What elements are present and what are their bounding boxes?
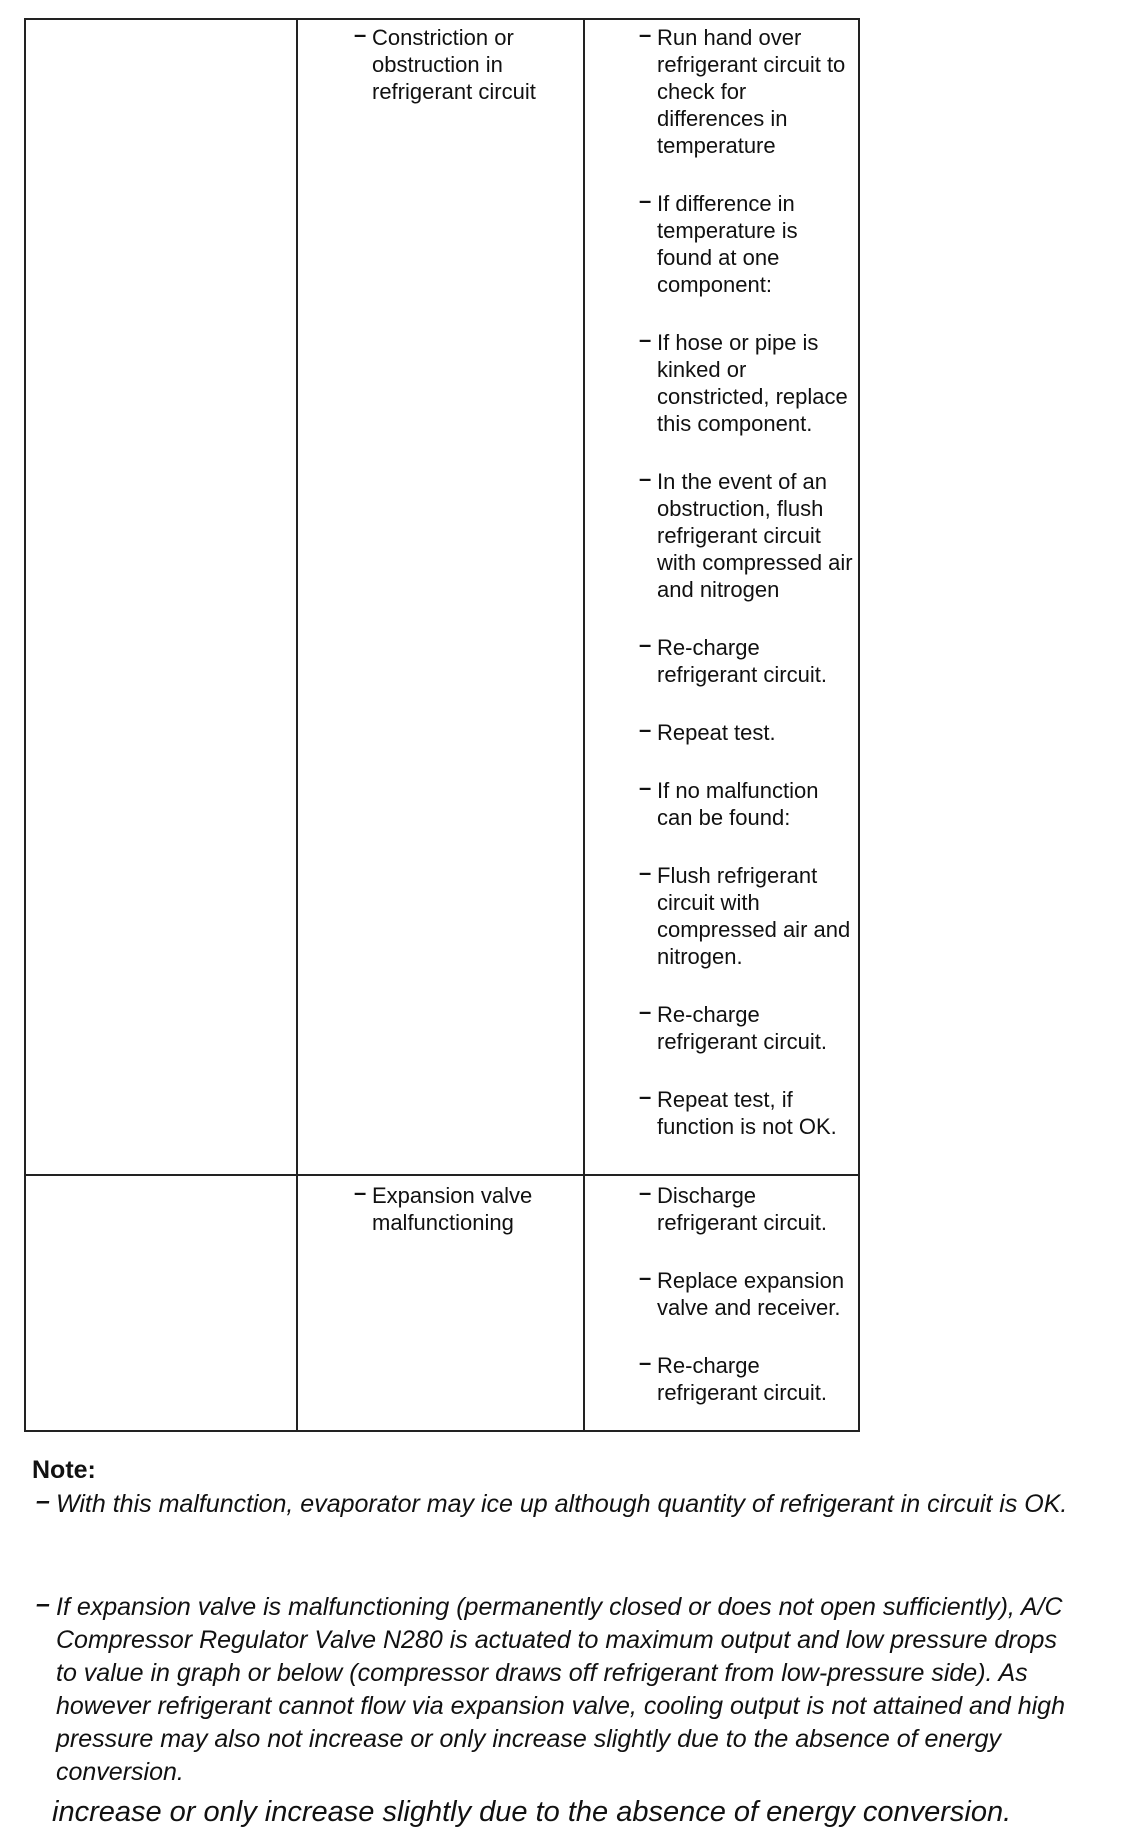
table-border-left [24,18,26,1432]
remedy-step: – Flush refrigerant circuit with compressed air and nitrogen. [639,862,854,970]
row2-remedy-cell [639,1182,854,1406]
row2-cause-cell [354,1182,564,1236]
note-item-2 [36,1591,1076,1789]
table-border-right [858,18,860,1432]
remedy-step: – If no malfunction can be found: [639,777,854,831]
note-text: – With this malfunction, evaporator may ice up although quantity of refrigerant in circuit is OK. [36,1488,1076,1521]
remedy-step: – Discharge refrigerant circuit. [639,1182,854,1236]
cause-item: – Constriction or obstruction in refrigerant circuit [354,24,554,105]
remedy-step: – If hose or pipe is kinked or constricted, replace this component. [639,329,854,437]
note-item-1 [36,1488,1076,1521]
remedy-step: – Run hand over refrigerant circuit to check for differences in temperature [639,24,854,159]
remedy-step: – Re-charge refrigerant circuit. [639,1001,854,1055]
remedy-step: – Repeat test. [639,719,854,746]
remedy-step: – If difference in temperature is found at one component: [639,190,854,298]
note-title: Note: [32,1456,96,1484]
row1-remedy-cell [639,24,854,1140]
column-divider-2 [583,18,585,1432]
note-trailing-line: increase or only increase slightly due to the absence of energy conversion. [52,1796,1012,1828]
table-border-bottom [24,1430,860,1432]
remedy-step: – Repeat test, if function is not OK. [639,1086,854,1140]
troubleshooting-table [24,18,860,1432]
remedy-step: – Re-charge refrigerant circuit. [639,634,854,688]
table-border-top [24,18,860,20]
remedy-step: – Replace expansion valve and receiver. [639,1267,854,1321]
remedy-step: – In the event of an obstruction, flush refrigerant circuit with compressed air and nitrogen [639,468,854,603]
remedy-step: – Re-charge refrigerant circuit. [639,1352,854,1406]
row-divider [24,1174,860,1176]
column-divider-1 [296,18,298,1432]
row1-cause-cell [354,24,554,105]
note-text: – If expansion valve is malfunctioning (permanently closed or does not open sufficiently), A/C Compressor Regulator Valve N280 is actuated to maximum output and low pressure drops to value in graph or below (compressor draws off refrigerant from low-pressure side). As however refrigerant cannot flow via expansion valve, cooling output is not attained and high pressure may also not increase or only increase slightly due to the absence of energy conversion. [36,1591,1076,1789]
cause-item: – Expansion valve malfunctioning [354,1182,564,1236]
